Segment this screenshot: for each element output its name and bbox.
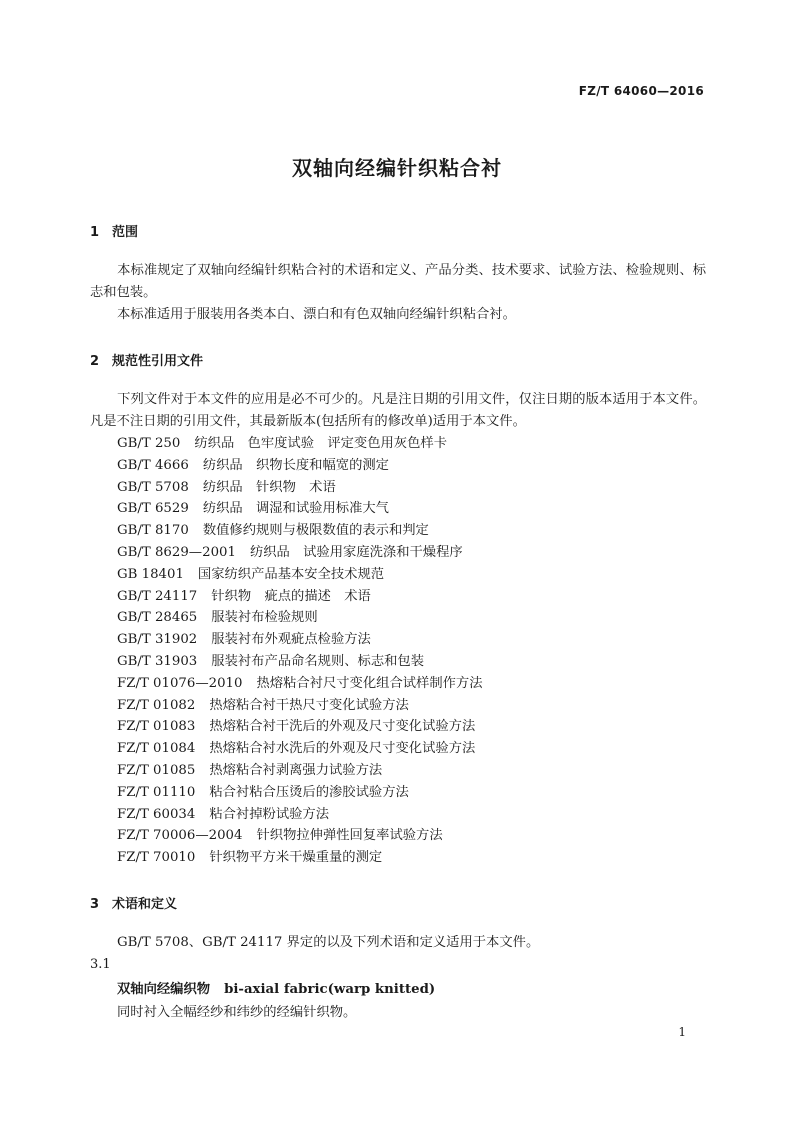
reference-code: GB/T 5708 [117, 479, 189, 495]
reference-item [117, 542, 483, 564]
reference-item [117, 455, 483, 477]
section-2-intro [90, 389, 706, 433]
reference-item [117, 825, 483, 847]
reference-code: GB 18401 [117, 566, 184, 582]
reference-title: 粘合衬掉粉试验方法 [209, 806, 330, 822]
reference-code: GB/T 31903 [117, 653, 198, 669]
reference-code: FZ/T 70006—2004 [117, 828, 243, 844]
section-3-heading [90, 893, 177, 912]
section-title: 术语和定义 [112, 897, 178, 912]
section-number: 1 [90, 225, 100, 240]
reference-title: 纺织品 色牢度试验 评定变色用灰色样卡 [194, 436, 447, 451]
standard-code: FZ/T 64060—2016 [578, 84, 704, 98]
document-title: 双轴向经编针织粘合衬 [292, 156, 502, 180]
reference-code: FZ/T 01082 [117, 697, 196, 713]
section-1-paragraph-2 [90, 304, 706, 326]
section-1-paragraph-1 [90, 260, 706, 304]
reference-title: 热熔粘合衬干洗后的外观及尺寸变化试验方法 [209, 719, 476, 735]
section-title: 范围 [112, 225, 139, 240]
reference-code: GB/T 8170 [117, 523, 189, 539]
reference-item [117, 498, 483, 520]
reference-code: FZ/T 01085 [117, 762, 196, 778]
reference-title: 纺织品 织物长度和幅宽的测定 [202, 457, 389, 473]
reference-title: 服装衬布产品命名规则、标志和包装 [211, 653, 425, 669]
term-heading [117, 978, 435, 997]
reference-code: FZ/T 01083 [117, 719, 196, 735]
reference-title: 针织物 疵点的描述 术语 [211, 588, 371, 604]
reference-title: 粘合衬粘合压烫后的渗胶试验方法 [209, 784, 409, 800]
reference-code: FZ/T 01084 [117, 741, 196, 757]
section-number: 3 [90, 897, 100, 912]
term-name-en: bi-axial fabric(warp knitted) [224, 982, 436, 997]
reference-title: 服装衬布外观疵点检验方法 [211, 632, 371, 648]
reference-title: 热熔粘合衬干热尺寸变化试验方法 [209, 697, 409, 713]
section-3-intro [90, 932, 706, 954]
reference-title: 纺织品 调湿和试验用标准大气 [202, 501, 389, 517]
reference-title: 国家纺织产品基本安全技术规范 [197, 566, 385, 582]
term-definition: 同时衬入全幅经纱和纬纱的经编针织物。 [117, 1005, 357, 1020]
term-number: 3.1 [90, 957, 111, 972]
reference-code: GB/T 4666 [117, 457, 189, 473]
reference-code: FZ/T 01110 [117, 784, 196, 800]
term-name-zh: 双轴向经编织物 [117, 982, 211, 997]
reference-item [117, 607, 483, 629]
reference-title: 纺织品 针织物 术语 [202, 479, 336, 495]
reference-item [117, 847, 483, 869]
reference-title: 热熔粘合衬水洗后的外观及尺寸变化试验方法 [209, 741, 476, 757]
reference-item [117, 782, 483, 804]
reference-title: 纺织品 试验用家庭洗涤和干燥程序 [249, 544, 463, 560]
paragraph-text: 下列文件对于本文件的应用是必不可少的。凡是注日期的引用文件，仅注日期的版本适用于本文件。凡是不注日期的引用文件，其最新版本(包括所有的修改单)适用于本文件。 [90, 392, 706, 429]
section-2-heading [90, 350, 203, 369]
reference-title: 针织物平方米干燥重量的测定 [209, 850, 383, 866]
reference-item [117, 804, 483, 826]
reference-title: 数值修约规则与极限数值的表示和判定 [202, 523, 429, 539]
section-number: 2 [90, 354, 100, 369]
reference-title: 服装衬布检验规则 [211, 610, 318, 626]
reference-title: 热熔粘合衬尺寸变化组合试样制作方法 [256, 675, 483, 691]
reference-code: GB/T 31902 [117, 632, 198, 648]
reference-code: GB/T 28465 [117, 610, 198, 626]
reference-item [117, 586, 483, 608]
reference-code: FZ/T 60034 [117, 806, 196, 822]
paragraph-text: GB/T 5708、GB/T 24117 界定的以及下列术语和定义适用于本文件。 [117, 935, 540, 950]
reference-code: FZ/T 01076—2010 [117, 675, 243, 691]
section-title: 规范性引用文件 [112, 354, 204, 369]
reference-item [117, 520, 483, 542]
reference-list [117, 433, 483, 869]
reference-item [117, 673, 483, 695]
section-1-heading [90, 221, 138, 240]
paragraph-text: 本标准规定了双轴向经编针织粘合衬的术语和定义、产品分类、技术要求、试验方法、检验规则、标志和包装。 [90, 263, 706, 300]
reference-item [117, 433, 483, 455]
reference-item [117, 564, 483, 586]
reference-code: GB/T 6529 [117, 501, 189, 517]
reference-item [117, 629, 483, 651]
reference-code: GB/T 8629—2001 [117, 544, 236, 560]
reference-item [117, 716, 483, 738]
page-number: 1 [678, 1025, 686, 1039]
reference-code: GB/T 24117 [117, 588, 198, 604]
reference-title: 热熔粘合衬剥离强力试验方法 [209, 762, 383, 778]
reference-item [117, 477, 483, 499]
reference-item [117, 760, 483, 782]
reference-item [117, 695, 483, 717]
reference-item [117, 738, 483, 760]
reference-item [117, 651, 483, 673]
reference-code: GB/T 250 [117, 436, 181, 451]
paragraph-text: 本标准适用于服装用各类本白、漂白和有色双轴向经编针织粘合衬。 [117, 307, 516, 322]
reference-code: FZ/T 70010 [117, 850, 196, 866]
reference-title: 针织物拉伸弹性回复率试验方法 [256, 828, 443, 844]
